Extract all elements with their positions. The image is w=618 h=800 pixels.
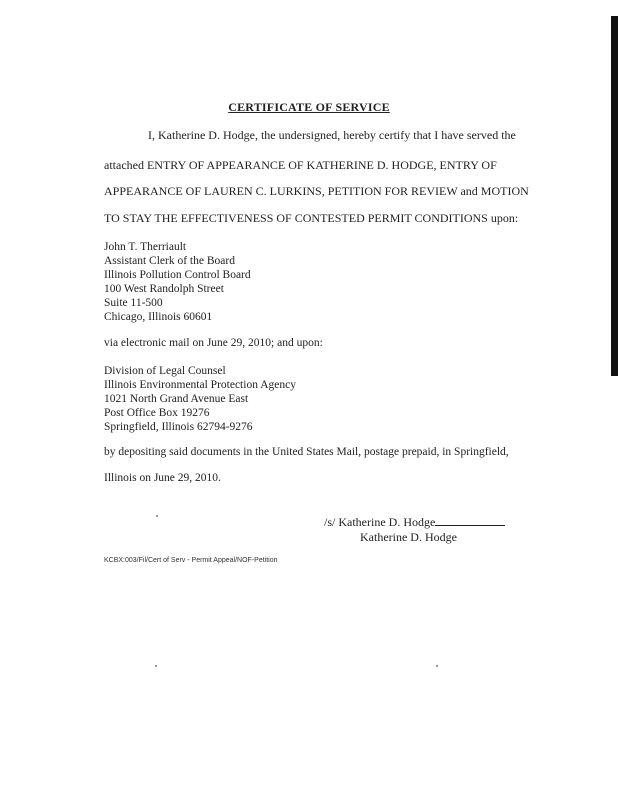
scan-speck — [436, 665, 438, 667]
closing-line-1: by depositing said documents in the United States Mail, postage prepaid, in Springfield, — [104, 446, 509, 458]
address-line: John T. Therriault — [104, 241, 187, 253]
recipient-address-2 — [104, 364, 296, 434]
scan-speck — [156, 515, 158, 517]
address-line: Springfield, Illinois 62794-9276 — [104, 421, 253, 433]
signature-line: /s/ Katherine D. Hodge — [324, 515, 436, 529]
body-line-2: attached ENTRY OF APPEARANCE OF KATHERINE D. HODGE, ENTRY OF — [104, 158, 497, 172]
address-line: Illinois Pollution Control Board — [104, 269, 251, 281]
body-line-1: I, Katherine D. Hodge, the undersigned, hereby certify that I have served the — [148, 128, 516, 142]
recipient-address-1 — [104, 240, 251, 324]
address-line: Division of Legal Counsel — [104, 365, 226, 377]
via-line: via electronic mail on June 29, 2010; and upon: — [104, 337, 323, 349]
address-line: 1021 North Grand Avenue East — [104, 393, 249, 405]
scan-edge-bar — [611, 16, 618, 376]
address-line: Illinois Environmental Protection Agency — [104, 379, 296, 391]
signature-block — [324, 515, 505, 530]
address-line: 100 West Randolph Street — [104, 283, 224, 295]
address-line: Assistant Clerk of the Board — [104, 255, 235, 267]
document-footer: KCBX:003/Fil/Cert of Serv - Permit Appeal/NOF-Petition — [104, 557, 278, 564]
address-line: Post Office Box 19276 — [104, 407, 210, 419]
body-line-4: TO STAY THE EFFECTIVENESS OF CONTESTED PERMIT CONDITIONS upon: — [104, 211, 519, 225]
address-line: Chicago, Illinois 60601 — [104, 311, 213, 323]
signature-underline — [435, 515, 505, 526]
address-line: Suite 11-500 — [104, 297, 163, 309]
closing-line-2: Illinois on June 29, 2010. — [104, 472, 221, 484]
signer-name: Katherine D. Hodge — [360, 530, 457, 544]
document-title: CERTIFICATE OF SERVICE — [228, 100, 390, 114]
body-line-3: APPEARANCE OF LAUREN C. LURKINS, PETITION FOR REVIEW and MOTION — [104, 184, 529, 198]
scan-speck — [155, 665, 157, 667]
